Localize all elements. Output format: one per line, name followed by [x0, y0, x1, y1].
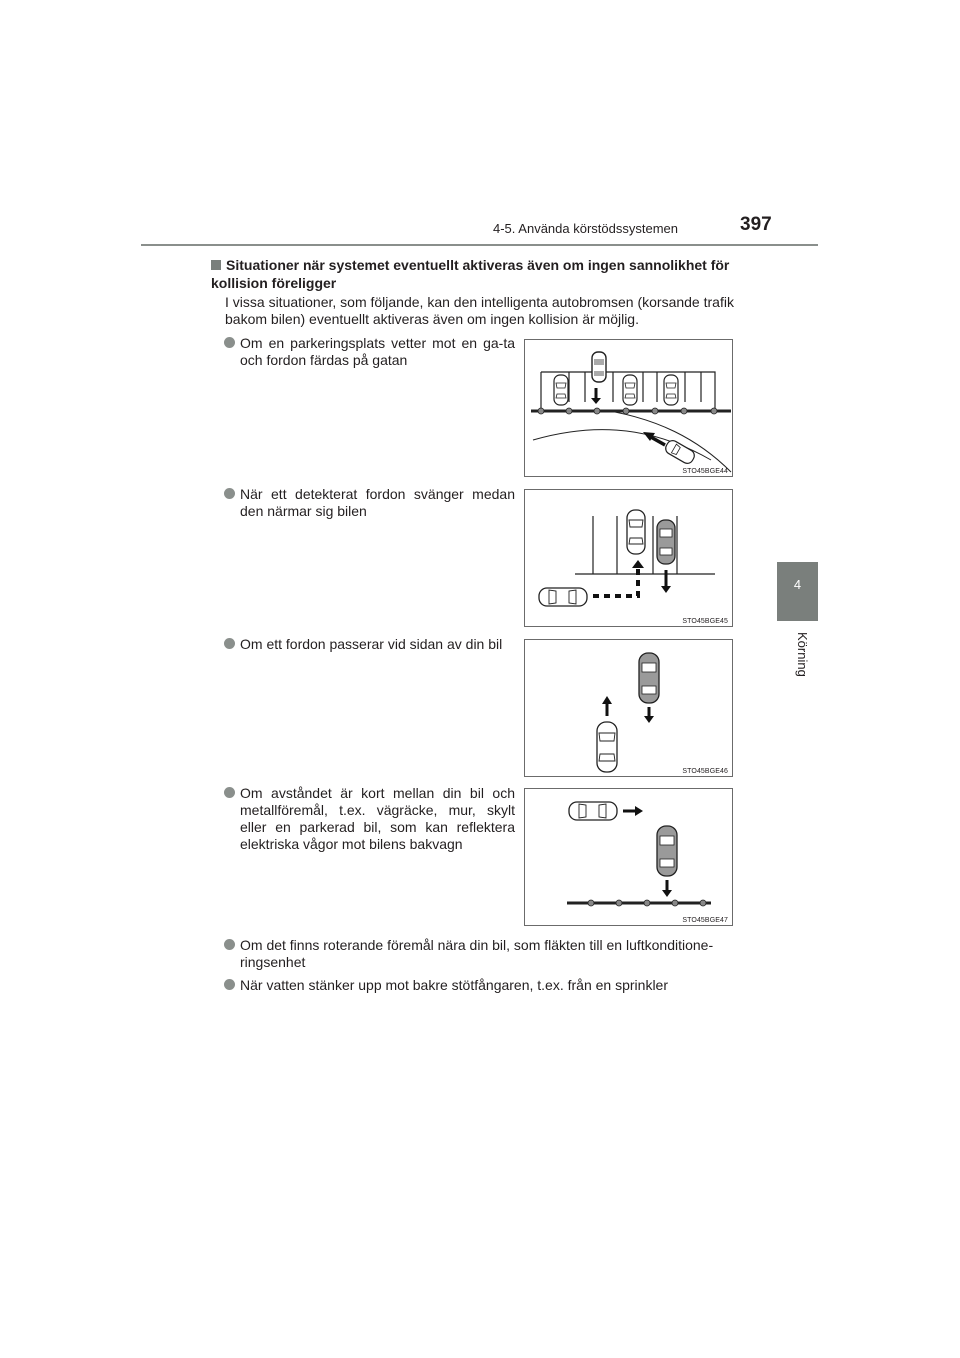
figure-code: STO45BGE44 — [682, 468, 728, 475]
bullet-item-3 — [225, 636, 515, 653]
header-divider — [141, 244, 818, 246]
intro-paragraph: I vissa situationer, som följande, kan den intelligenta autobromsen (korsande trafik bakom bilen) eventuellt aktiveras även om ingen kollision är möjlig. — [225, 294, 734, 327]
bullet-item-4 — [225, 785, 515, 853]
bullet-text: Om avståndet är kort mellan din bil och metallföremål, t.ex. vägräcke, mur, skylt eller en parkerad bil, som kan reflektera elektriska vågor mot bilens bakvagn — [240, 785, 515, 852]
figure-code: STO45BGE46 — [682, 768, 728, 775]
figure-code: STO45BGE45 — [682, 618, 728, 625]
bullet-dot-icon — [224, 939, 235, 950]
chapter-label: Körning — [795, 632, 810, 677]
bullet-text: När vatten stänker upp mot bakre stötfångaren, t.ex. från en sprinkler — [240, 977, 668, 993]
running-header-title: 4-5. Använda körstödssystemen — [493, 221, 678, 236]
bullet-text: Om ett fordon passerar vid sidan av din bil — [240, 636, 503, 652]
bullet-item-5 — [225, 937, 770, 971]
bullet-text: Om det finns roterande föremål nära din bil, som fläkten till en luftkonditione-ringsenhet — [240, 937, 714, 970]
figure-parking-facing-street — [524, 339, 733, 477]
bullet-dot-icon — [224, 337, 235, 348]
page-number: 397 — [740, 214, 772, 235]
bullet-dot-icon — [224, 488, 235, 499]
chapter-tab: 4 — [777, 562, 818, 621]
bullet-item-2 — [225, 486, 515, 520]
figure-code: STO45BGE47 — [682, 917, 728, 924]
section-heading — [211, 256, 771, 292]
square-bullet-icon — [211, 260, 221, 270]
bullet-item-1 — [225, 335, 515, 369]
bullet-text: Om en parkeringsplats vetter mot en ga-ta och fordon färdas på gatan — [240, 335, 515, 368]
bullet-item-6 — [225, 977, 770, 994]
figure-turning-vehicle — [524, 489, 733, 627]
bullet-dot-icon — [224, 787, 235, 798]
section-heading-text: Situationer när systemet eventuellt aktiveras även om ingen sannolikhet för kollision föreligger — [211, 257, 730, 291]
bullet-dot-icon — [224, 638, 235, 649]
figure-metal-object-near — [524, 788, 733, 926]
bullet-dot-icon — [224, 979, 235, 990]
bullet-text: När ett detekterat fordon svänger medan den närmar sig bilen — [240, 486, 515, 519]
figure-vehicle-passing-side — [524, 639, 733, 777]
